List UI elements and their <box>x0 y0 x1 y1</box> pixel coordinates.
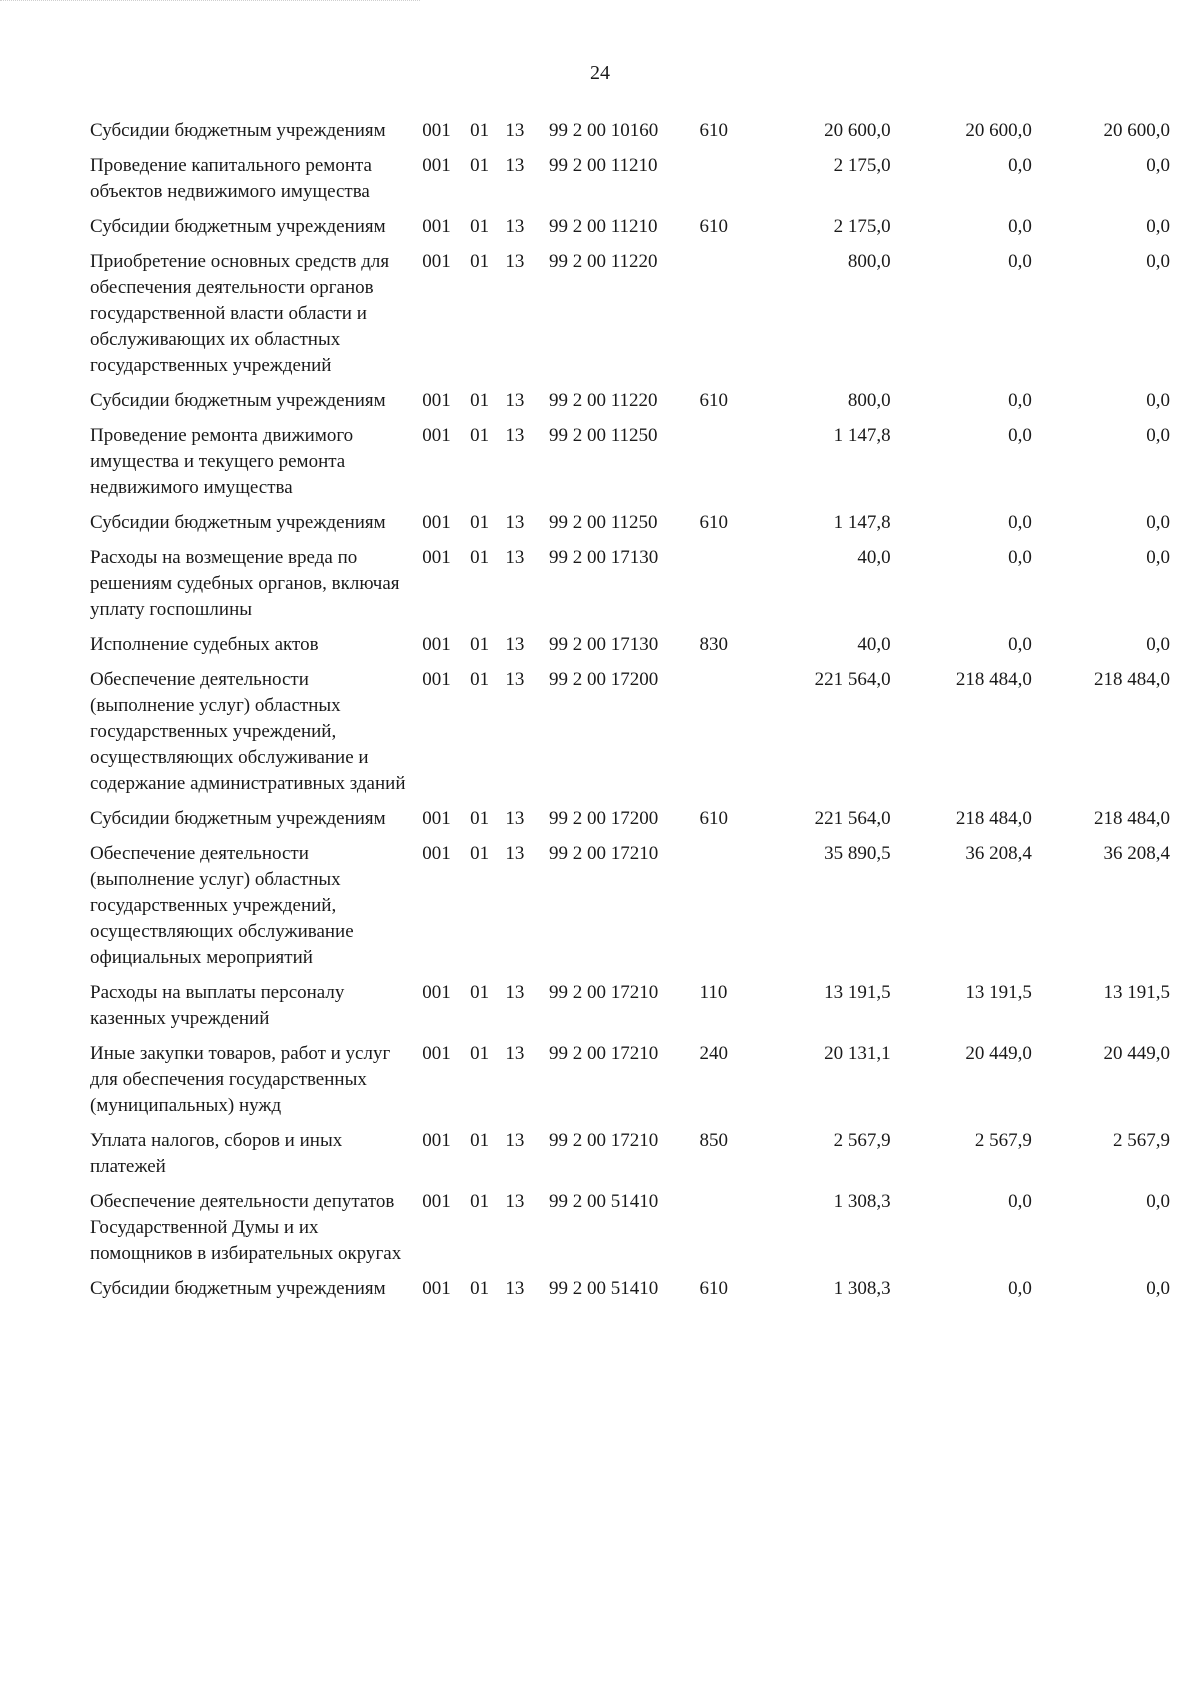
amount-year-2-cell: 0,0 <box>1008 1191 1032 1212</box>
section-code-cell: 01 <box>470 547 490 568</box>
subsection-code-cell: 13 <box>505 982 525 1003</box>
budget-table <box>90 118 1170 1311</box>
department-code-cell: 001 <box>422 634 451 655</box>
target-article-cell: 99 2 00 17210 <box>548 1130 659 1151</box>
department-code-cell: 001 <box>422 1043 451 1064</box>
expense-type-cell <box>700 1189 754 1276</box>
amount-year-2-cell: 0,0 <box>1008 634 1032 655</box>
subsection-code-cell: 13 <box>505 512 525 533</box>
table-row <box>90 118 1170 153</box>
department-code-cell: 001 <box>422 982 451 1003</box>
amount-year-1-cell: 800,0 <box>847 251 891 272</box>
amount-year-1-cell: 221 564,0 <box>814 669 891 690</box>
subsection-code-cell: 13 <box>505 425 525 446</box>
section-code-cell: 01 <box>470 216 490 237</box>
amount-year-1-cell: 2 567,9 <box>833 1130 891 1151</box>
target-article-cell: 99 2 00 17200 <box>548 808 659 829</box>
amount-year-2-cell: 0,0 <box>1008 1278 1032 1299</box>
expense-type-cell: 610 <box>699 120 729 141</box>
target-article-cell: 99 2 00 17130 <box>548 634 659 655</box>
amount-year-2-cell: 20 449,0 <box>965 1043 1032 1064</box>
section-code-cell: 01 <box>470 425 490 446</box>
section-code-cell: 01 <box>470 634 490 655</box>
amount-year-3-cell: 218 484,0 <box>1094 669 1170 690</box>
expense-name-cell: Расходы на выплаты персоналу казенных учреждений <box>90 982 345 1029</box>
expense-name-cell: Приобретение основных средств для обеспечения деятельности органов государственной власти области и обслуживающих их областных государственных учреждений <box>90 251 390 376</box>
amount-year-3-cell: 0,0 <box>1146 634 1170 655</box>
department-code-cell: 001 <box>422 808 451 829</box>
expense-type-cell: 240 <box>699 1043 729 1064</box>
table-row <box>90 1041 1170 1128</box>
expense-type-cell <box>700 545 754 632</box>
amount-year-2-cell: 218 484,0 <box>955 808 1032 829</box>
amount-year-3-cell: 0,0 <box>1146 1278 1170 1299</box>
amount-year-3-cell: 0,0 <box>1146 547 1170 568</box>
expense-type-cell <box>700 423 754 510</box>
amount-year-3-cell: 20 600,0 <box>1103 120 1170 141</box>
table-row <box>90 423 1170 510</box>
expense-name-cell: Проведение капитального ремонта объектов недвижимого имущества <box>90 155 372 202</box>
subsection-code-cell: 13 <box>505 1191 525 1212</box>
expense-type-cell <box>700 667 754 806</box>
budget-table-body <box>90 118 1170 1311</box>
amount-year-1-cell: 1 147,8 <box>833 425 891 446</box>
amount-year-3-cell: 2 567,9 <box>1113 1130 1170 1151</box>
amount-year-1-cell: 221 564,0 <box>814 808 891 829</box>
section-code-cell: 01 <box>470 982 490 1003</box>
target-article-cell: 99 2 00 11250 <box>548 512 658 533</box>
expense-name-cell: Исполнение судебных актов <box>90 634 319 655</box>
expense-type-cell: 110 <box>699 982 728 1003</box>
amount-year-2-cell: 0,0 <box>1008 390 1032 411</box>
section-code-cell: 01 <box>470 251 490 272</box>
expense-name-cell: Проведение ремонта движимого имущества и текущего ремонта недвижимого имущества <box>90 425 354 498</box>
amount-year-1-cell: 20 131,1 <box>824 1043 891 1064</box>
expense-name-cell: Обеспечение деятельности (выполнение услуг) областных государственных учреждений, осуществляющих обслуживание официальных мероприятий <box>90 843 354 968</box>
expense-type-cell: 610 <box>699 1278 729 1299</box>
subsection-code-cell: 13 <box>505 843 525 864</box>
expense-name-cell: Субсидии бюджетным учреждениям <box>90 808 386 829</box>
target-article-cell: 99 2 00 11220 <box>548 251 658 272</box>
target-article-cell: 99 2 00 17130 <box>548 547 659 568</box>
amount-year-2-cell: 20 600,0 <box>965 120 1032 141</box>
expense-type-cell <box>700 841 754 980</box>
amount-year-1-cell: 2 175,0 <box>833 155 891 176</box>
department-code-cell: 001 <box>422 390 451 411</box>
expense-type-cell: 610 <box>699 216 729 237</box>
section-code-cell: 01 <box>470 155 490 176</box>
amount-year-1-cell: 800,0 <box>847 390 891 411</box>
amount-year-3-cell: 0,0 <box>1146 425 1170 446</box>
department-code-cell: 001 <box>422 1278 451 1299</box>
department-code-cell: 001 <box>422 1191 451 1212</box>
table-row <box>90 841 1170 980</box>
amount-year-3-cell: 0,0 <box>1146 216 1170 237</box>
subsection-code-cell: 13 <box>505 155 525 176</box>
expense-name-cell: Субсидии бюджетным учреждениям <box>90 120 386 141</box>
amount-year-2-cell: 2 567,9 <box>974 1130 1032 1151</box>
amount-year-1-cell: 2 175,0 <box>833 216 891 237</box>
target-article-cell: 99 2 00 51410 <box>548 1278 659 1299</box>
department-code-cell: 001 <box>422 216 451 237</box>
expense-name-cell: Обеспечение деятельности (выполнение услуг) областных государственных учреждений, осуществляющих обслуживание и содержание административных зданий <box>90 669 406 794</box>
expense-type-cell: 610 <box>699 808 729 829</box>
amount-year-3-cell: 36 208,4 <box>1103 843 1170 864</box>
amount-year-3-cell: 13 191,5 <box>1103 982 1170 1003</box>
department-code-cell: 001 <box>422 843 451 864</box>
section-code-cell: 01 <box>470 390 490 411</box>
expense-type-cell: 830 <box>699 634 729 655</box>
amount-year-2-cell: 218 484,0 <box>955 669 1032 690</box>
amount-year-3-cell: 0,0 <box>1146 1191 1170 1212</box>
table-row <box>90 667 1170 806</box>
amount-year-3-cell: 20 449,0 <box>1103 1043 1170 1064</box>
amount-year-3-cell: 218 484,0 <box>1094 808 1170 829</box>
department-code-cell: 001 <box>422 251 451 272</box>
subsection-code-cell: 13 <box>505 634 525 655</box>
amount-year-1-cell: 40,0 <box>857 547 891 568</box>
amount-year-3-cell: 0,0 <box>1146 251 1170 272</box>
amount-year-3-cell: 0,0 <box>1146 512 1170 533</box>
amount-year-3-cell: 0,0 <box>1146 155 1170 176</box>
section-code-cell: 01 <box>470 843 490 864</box>
subsection-code-cell: 13 <box>505 1278 525 1299</box>
expense-name-cell: Обеспечение деятельности депутатов Государственной Думы и их помощников в избирательных округах <box>90 1191 402 1264</box>
table-row <box>90 632 1170 667</box>
expense-name-cell: Субсидии бюджетным учреждениям <box>90 1278 386 1299</box>
expense-name-cell: Субсидии бюджетным учреждениям <box>90 512 386 533</box>
table-row <box>90 214 1170 249</box>
amount-year-2-cell: 36 208,4 <box>965 843 1032 864</box>
amount-year-2-cell: 0,0 <box>1008 155 1032 176</box>
section-code-cell: 01 <box>470 808 490 829</box>
amount-year-2-cell: 13 191,5 <box>965 982 1032 1003</box>
department-code-cell: 001 <box>422 425 451 446</box>
table-row <box>90 545 1170 632</box>
expense-type-cell: 610 <box>699 512 729 533</box>
expense-name-cell: Иные закупки товаров, работ и услуг для обеспечения государственных (муниципальных) нужд <box>90 1043 391 1116</box>
expense-type-cell: 610 <box>699 390 729 411</box>
section-code-cell: 01 <box>470 512 490 533</box>
scan-edge-artifact <box>0 0 420 4</box>
subsection-code-cell: 13 <box>505 808 525 829</box>
target-article-cell: 99 2 00 11250 <box>548 425 658 446</box>
amount-year-2-cell: 0,0 <box>1008 512 1032 533</box>
amount-year-2-cell: 0,0 <box>1008 547 1032 568</box>
target-article-cell: 99 2 00 11210 <box>548 155 658 176</box>
department-code-cell: 001 <box>422 547 451 568</box>
section-code-cell: 01 <box>470 1130 490 1151</box>
page-number: 24 <box>590 62 610 84</box>
expense-type-cell <box>700 249 754 388</box>
amount-year-2-cell: 0,0 <box>1008 216 1032 237</box>
department-code-cell: 001 <box>422 1130 451 1151</box>
table-row <box>90 510 1170 545</box>
expense-type-cell: 850 <box>699 1130 729 1151</box>
target-article-cell: 99 2 00 11220 <box>548 390 658 411</box>
section-code-cell: 01 <box>470 120 490 141</box>
amount-year-2-cell: 0,0 <box>1008 251 1032 272</box>
table-row <box>90 153 1170 214</box>
amount-year-1-cell: 40,0 <box>857 634 891 655</box>
target-article-cell: 99 2 00 11210 <box>548 216 658 237</box>
subsection-code-cell: 13 <box>505 1130 525 1151</box>
amount-year-1-cell: 1 308,3 <box>833 1278 891 1299</box>
amount-year-3-cell: 0,0 <box>1146 390 1170 411</box>
table-row <box>90 1276 1170 1311</box>
amount-year-1-cell: 35 890,5 <box>824 843 891 864</box>
section-code-cell: 01 <box>470 1278 490 1299</box>
expense-name-cell: Расходы на возмещение вреда по решениям судебных органов, включая уплату госпошлины <box>90 547 400 620</box>
amount-year-1-cell: 20 600,0 <box>824 120 891 141</box>
subsection-code-cell: 13 <box>505 390 525 411</box>
amount-year-1-cell: 13 191,5 <box>824 982 891 1003</box>
target-article-cell: 99 2 00 17200 <box>548 669 659 690</box>
table-row <box>90 388 1170 423</box>
target-article-cell: 99 2 00 51410 <box>548 1191 659 1212</box>
amount-year-1-cell: 1 308,3 <box>833 1191 891 1212</box>
subsection-code-cell: 13 <box>505 547 525 568</box>
amount-year-2-cell: 0,0 <box>1008 425 1032 446</box>
section-code-cell: 01 <box>470 669 490 690</box>
subsection-code-cell: 13 <box>505 251 525 272</box>
department-code-cell: 001 <box>422 669 451 690</box>
table-row <box>90 980 1170 1041</box>
subsection-code-cell: 13 <box>505 216 525 237</box>
subsection-code-cell: 13 <box>505 669 525 690</box>
target-article-cell: 99 2 00 10160 <box>548 120 659 141</box>
expense-name-cell: Субсидии бюджетным учреждениям <box>90 390 386 411</box>
expense-name-cell: Уплата налогов, сборов и иных платежей <box>90 1130 343 1177</box>
target-article-cell: 99 2 00 17210 <box>548 982 659 1003</box>
table-row <box>90 249 1170 388</box>
department-code-cell: 001 <box>422 155 451 176</box>
expense-name-cell: Субсидии бюджетным учреждениям <box>90 216 386 237</box>
expense-type-cell <box>700 153 754 214</box>
department-code-cell: 001 <box>422 120 451 141</box>
section-code-cell: 01 <box>470 1191 490 1212</box>
target-article-cell: 99 2 00 17210 <box>548 1043 659 1064</box>
subsection-code-cell: 13 <box>505 1043 525 1064</box>
table-row <box>90 1128 1170 1189</box>
amount-year-1-cell: 1 147,8 <box>833 512 891 533</box>
table-row <box>90 806 1170 841</box>
section-code-cell: 01 <box>470 1043 490 1064</box>
table-row <box>90 1189 1170 1276</box>
subsection-code-cell: 13 <box>505 120 525 141</box>
target-article-cell: 99 2 00 17210 <box>548 843 659 864</box>
department-code-cell: 001 <box>422 512 451 533</box>
